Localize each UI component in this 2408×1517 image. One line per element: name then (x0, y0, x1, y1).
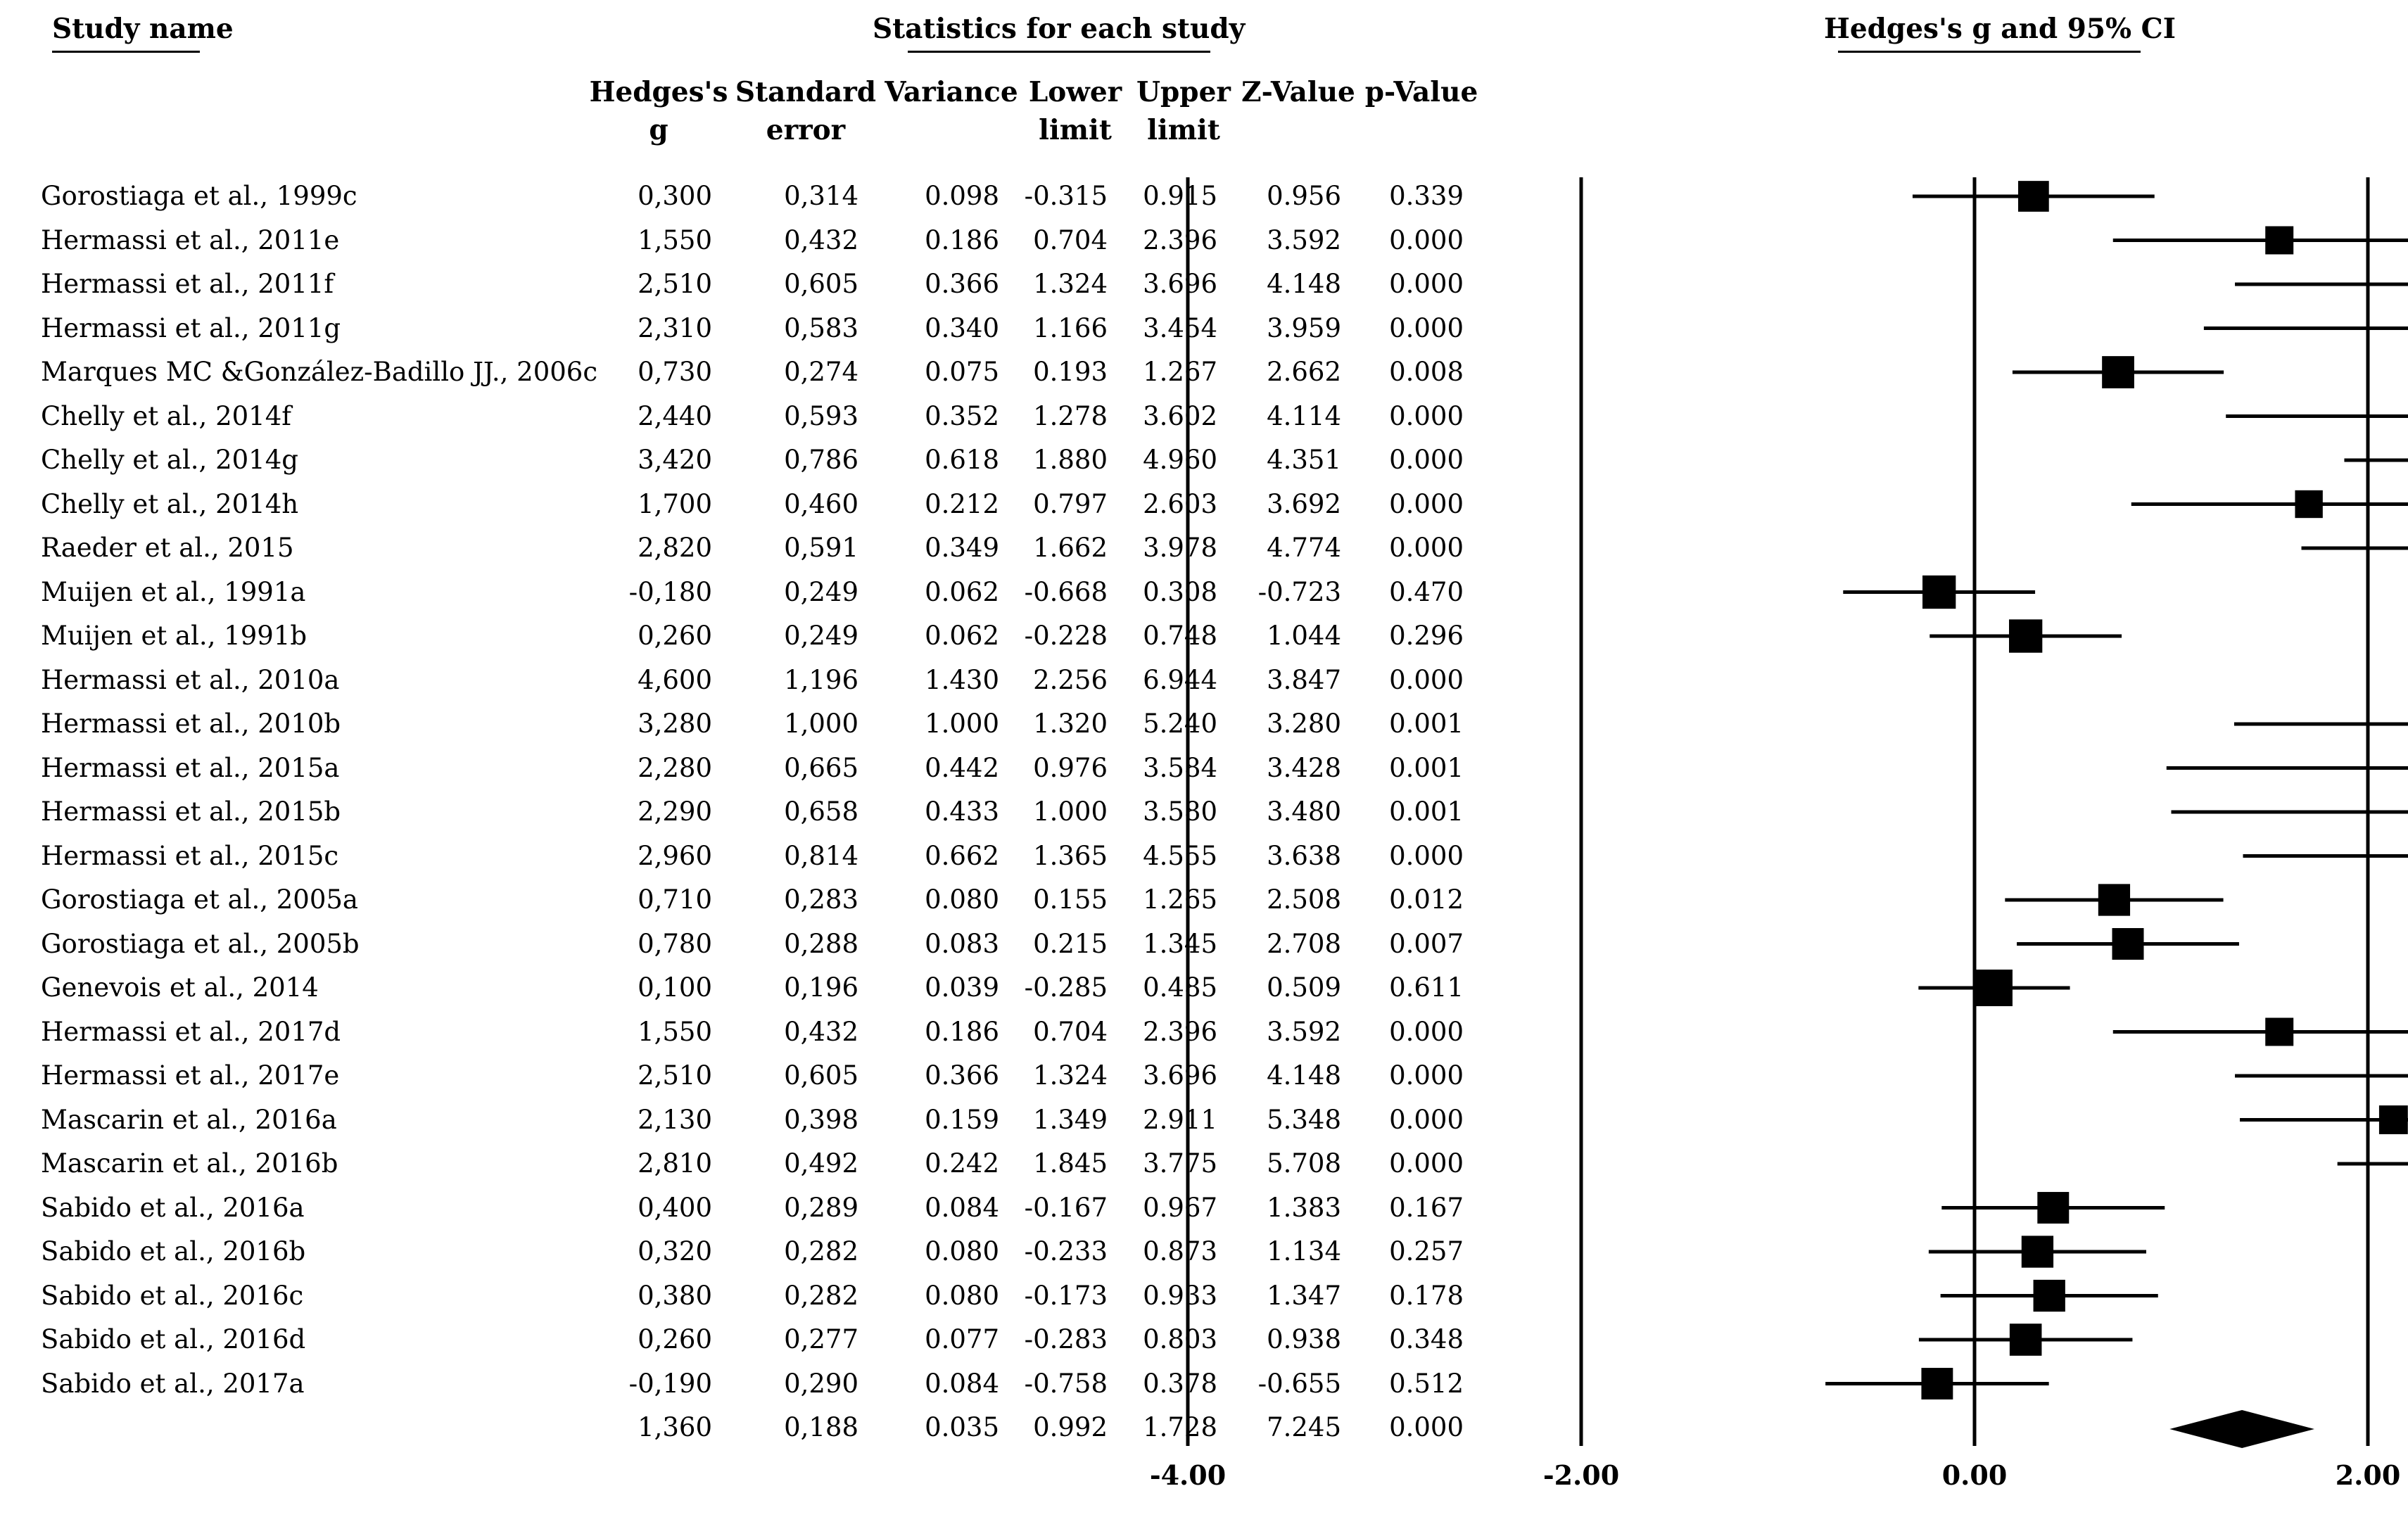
p-cell: 0.000 (1389, 400, 1464, 431)
z-cell: 4.148 (1267, 1060, 1341, 1091)
effect-marker (2102, 356, 2134, 388)
hi-cell: 0.967 (1143, 1192, 1217, 1223)
var-cell: 0.662 (925, 840, 999, 871)
z-cell: 4.774 (1267, 533, 1341, 563)
p-cell: 0.257 (1389, 1236, 1464, 1267)
effect-marker (2037, 1192, 2069, 1224)
lo-cell: 1.880 (1033, 445, 1108, 475)
var-cell: 0.349 (925, 533, 999, 563)
col-header-line2: error (766, 114, 846, 146)
p-cell: 0.000 (1389, 1148, 1464, 1179)
statistics-header: Statistics for each study (873, 13, 1246, 45)
se-cell: 0,274 (784, 357, 858, 387)
z-cell: 4.148 (1267, 269, 1341, 299)
lo-cell: -0.283 (1024, 1324, 1108, 1354)
g-cell: 0,710 (638, 884, 712, 915)
lo-cell: -0.233 (1024, 1236, 1108, 1267)
var-cell: 0.366 (925, 269, 999, 299)
se-cell: 0,398 (784, 1104, 858, 1135)
var-cell: 0.098 (925, 181, 999, 211)
hi-cell: 2.603 (1143, 488, 1217, 519)
z-cell: 2.508 (1267, 884, 1341, 915)
effect-marker (2265, 1018, 2293, 1046)
z-cell: -0.655 (1257, 1368, 1341, 1399)
lo-cell: 1.349 (1033, 1104, 1108, 1135)
z-cell: 5.708 (1267, 1148, 1341, 1179)
col-header-line2: limit (1039, 114, 1112, 146)
p-cell: 0.000 (1389, 488, 1464, 519)
hi-cell: 4.555 (1143, 840, 1217, 871)
hi-cell: 3.602 (1143, 400, 1217, 431)
hi-cell: 0.915 (1143, 181, 1217, 211)
se-cell: 0,492 (784, 1148, 858, 1179)
se-cell: 0,314 (784, 181, 858, 211)
z-cell: 3.692 (1267, 488, 1341, 519)
study-name-cell: Sabido et al., 2016c (41, 1280, 304, 1311)
study-name-cell: Chelly et al., 2014h (41, 488, 299, 519)
lo-cell: -0.285 (1024, 972, 1108, 1003)
plot-title: Hedges's g and 95% CI (1824, 13, 2176, 45)
lo-cell: 1.365 (1033, 840, 1108, 871)
se-cell: 0,591 (784, 533, 858, 563)
se-cell: 0,605 (784, 1060, 858, 1091)
var-cell: 0.186 (925, 1016, 999, 1047)
var-cell: 0.084 (925, 1192, 999, 1223)
hi-cell: 0.873 (1143, 1236, 1217, 1267)
lo-cell: 1.662 (1033, 533, 1108, 563)
p-cell: 0.000 (1389, 664, 1464, 695)
g-cell: 3,420 (638, 445, 712, 475)
col-header-line2: Variance (885, 76, 1018, 108)
z-cell: -0.723 (1257, 576, 1341, 607)
g-cell: -0,190 (628, 1368, 712, 1399)
var-cell: 0.083 (925, 928, 999, 959)
z-cell: 3.959 (1267, 312, 1341, 343)
se-cell: 0,290 (784, 1368, 858, 1399)
z-cell: 3.592 (1267, 224, 1341, 255)
var-cell: 0.366 (925, 1060, 999, 1091)
hi-cell: 0.378 (1143, 1368, 1217, 1399)
study-name-cell: Sabido et al., 2016a (41, 1192, 305, 1223)
hi-cell: 5.240 (1143, 709, 1217, 739)
hi-cell: 0.748 (1143, 621, 1217, 651)
study-name-cell: Hermassi et al., 2011f (41, 269, 334, 299)
lo-cell: 0.704 (1033, 1016, 1108, 1047)
hi-cell: 3.696 (1143, 269, 1217, 299)
g-cell: 2,130 (638, 1104, 712, 1135)
study-name-cell: Muijen et al., 1991a (41, 576, 306, 607)
hi-cell: 3.696 (1143, 1060, 1217, 1091)
p-cell: 0.012 (1389, 884, 1464, 915)
se-cell: 0,605 (784, 269, 858, 299)
g-cell: 2,810 (638, 1148, 712, 1179)
study-name-cell: Muijen et al., 1991b (41, 621, 308, 651)
g-cell: 0,730 (638, 357, 712, 387)
se-cell: 0,593 (784, 400, 858, 431)
lo-cell: 0.193 (1033, 357, 1108, 387)
x-tick-label: -4.00 (1149, 1459, 1227, 1491)
g-cell: -0,180 (628, 576, 712, 607)
lo-cell: 0.992 (1033, 1412, 1108, 1442)
study-name-cell: Chelly et al., 2014f (41, 400, 291, 431)
study-name-cell: Raeder et al., 2015 (41, 533, 294, 563)
var-cell: 0.075 (925, 357, 999, 387)
effect-marker (2265, 227, 2293, 255)
var-cell: 0.062 (925, 576, 999, 607)
se-cell: 0,249 (784, 576, 858, 607)
z-cell: 1.347 (1267, 1280, 1341, 1311)
effect-marker (2379, 1105, 2408, 1134)
p-cell: 0.007 (1389, 928, 1464, 959)
hi-cell: 3.584 (1143, 752, 1217, 783)
p-cell: 0.001 (1389, 709, 1464, 739)
g-cell: 0,400 (638, 1192, 712, 1223)
var-cell: 0.084 (925, 1368, 999, 1399)
var-cell: 0.186 (925, 224, 999, 255)
col-header-line1: Lower (1028, 76, 1122, 108)
lo-cell: -0.668 (1024, 576, 1108, 607)
lo-cell: 1.000 (1033, 796, 1108, 827)
hi-cell: 1.728 (1143, 1412, 1217, 1442)
hi-cell: 0.933 (1143, 1280, 1217, 1311)
col-header-line2: limit (1147, 114, 1220, 146)
var-cell: 0.433 (925, 796, 999, 827)
g-cell: 2,310 (638, 312, 712, 343)
z-cell: 1.044 (1267, 621, 1341, 651)
hi-cell: 2.396 (1143, 224, 1217, 255)
col-header-line2: p-Value (1364, 76, 1478, 108)
se-cell: 0,786 (784, 445, 858, 475)
se-cell: 0,188 (784, 1412, 858, 1442)
se-cell: 0,583 (784, 312, 858, 343)
effect-marker (2098, 884, 2130, 915)
lo-cell: -0.758 (1024, 1368, 1108, 1399)
lo-cell: 1.324 (1033, 269, 1108, 299)
var-cell: 0.352 (925, 400, 999, 431)
lo-cell: 0.215 (1033, 928, 1108, 959)
lo-cell: -0.228 (1024, 621, 1108, 651)
se-cell: 0,432 (784, 1016, 858, 1047)
var-cell: 0.039 (925, 972, 999, 1003)
var-cell: 1.430 (925, 664, 999, 695)
p-cell: 0.339 (1389, 181, 1464, 211)
lo-cell: 1.278 (1033, 400, 1108, 431)
hi-cell: 0.308 (1143, 576, 1217, 607)
var-cell: 0.212 (925, 488, 999, 519)
se-cell: 1,196 (784, 664, 858, 695)
col-header-line1: Hedges's (589, 76, 728, 108)
study-name-cell: Hermassi et al., 2011g (41, 312, 341, 343)
study-name-cell: Genevois et al., 2014 (41, 972, 319, 1003)
se-cell: 0,665 (784, 752, 858, 783)
var-cell: 0.442 (925, 752, 999, 783)
study-name-cell: Hermassi et al., 2017e (41, 1060, 340, 1091)
study-name-cell: Gorostiaga et al., 2005b (41, 928, 360, 959)
g-cell: 2,440 (638, 400, 712, 431)
g-cell: 1,700 (638, 488, 712, 519)
p-cell: 0.512 (1389, 1368, 1464, 1399)
x-tick-label: 0.00 (1941, 1459, 2008, 1491)
var-cell: 0.077 (925, 1324, 999, 1354)
hi-cell: 1.267 (1143, 357, 1217, 387)
study-name-cell: Hermassi et al., 2015c (41, 840, 339, 871)
var-cell: 0.159 (925, 1104, 999, 1135)
p-cell: 0.000 (1389, 1104, 1464, 1135)
var-cell: 0.618 (925, 445, 999, 475)
study-name-cell: Gorostiaga et al., 1999c (41, 181, 357, 211)
study-name-cell: Mascarin et al., 2016a (41, 1104, 337, 1135)
var-cell: 1.000 (925, 709, 999, 739)
hi-cell: 0.485 (1143, 972, 1217, 1003)
hi-cell: 1.345 (1143, 928, 1217, 959)
g-cell: 0,260 (638, 1324, 712, 1354)
hi-cell: 6.944 (1143, 664, 1217, 695)
p-cell: 0.001 (1389, 752, 1464, 783)
lo-cell: 1.324 (1033, 1060, 1108, 1091)
hi-cell: 2.911 (1143, 1104, 1217, 1135)
p-cell: 0.000 (1389, 1016, 1464, 1047)
z-cell: 3.638 (1267, 840, 1341, 871)
g-cell: 2,820 (638, 533, 712, 563)
study-name-cell: Sabido et al., 2016b (41, 1236, 306, 1267)
se-cell: 0,282 (784, 1236, 858, 1267)
study-name-cell: Hermassi et al., 2017d (41, 1016, 341, 1047)
col-header-line2: g (649, 114, 668, 146)
z-cell: 4.351 (1267, 445, 1341, 475)
se-cell: 0,288 (784, 928, 858, 959)
g-cell: 1,550 (638, 1016, 712, 1047)
effect-marker (1921, 1368, 1953, 1399)
g-cell: 0,260 (638, 621, 712, 651)
col-header-line1: Upper (1136, 76, 1231, 108)
g-cell: 0,300 (638, 181, 712, 211)
g-cell: 3,280 (638, 709, 712, 739)
p-cell: 0.000 (1389, 445, 1464, 475)
study-name-cell: Hermassi et al., 2011e (41, 224, 340, 255)
study-name-cell: Sabido et al., 2016d (41, 1324, 306, 1354)
se-cell: 0,432 (784, 224, 858, 255)
z-cell: 4.114 (1267, 400, 1341, 431)
var-cell: 0.080 (925, 1280, 999, 1311)
study-name-cell: Hermassi et al., 2010a (41, 664, 340, 695)
p-cell: 0.000 (1389, 224, 1464, 255)
effect-marker (2010, 1324, 2042, 1356)
effect-marker (1922, 576, 1956, 609)
effect-marker (1976, 970, 2013, 1006)
z-cell: 2.662 (1267, 357, 1341, 387)
g-cell: 2,960 (638, 840, 712, 871)
effect-marker (2034, 1280, 2065, 1312)
effect-marker (2295, 490, 2322, 518)
g-cell: 0,780 (638, 928, 712, 959)
p-cell: 0.008 (1389, 357, 1464, 387)
study-name-cell: Gorostiaga et al., 2005a (41, 884, 358, 915)
z-cell: 3.592 (1267, 1016, 1341, 1047)
var-cell: 0.080 (925, 884, 999, 915)
p-cell: 0.178 (1389, 1280, 1464, 1311)
lo-cell: 1.166 (1033, 312, 1108, 343)
hi-cell: 3.775 (1143, 1148, 1217, 1179)
se-cell: 0,282 (784, 1280, 858, 1311)
study-name-header: Study name (52, 13, 234, 45)
lo-cell: -0.167 (1024, 1192, 1108, 1223)
z-cell: 3.428 (1267, 752, 1341, 783)
study-name-cell: Hermassi et al., 2010b (41, 709, 341, 739)
g-cell: 0,380 (638, 1280, 712, 1311)
x-tick-label: 2.00 (2335, 1459, 2401, 1491)
lo-cell: 0.797 (1033, 488, 1108, 519)
col-header-line1: Standard (735, 76, 877, 108)
g-cell: 2,280 (638, 752, 712, 783)
g-cell: 1,360 (638, 1412, 712, 1442)
se-cell: 0,277 (784, 1324, 858, 1354)
hi-cell: 2.396 (1143, 1016, 1217, 1047)
se-cell: 1,000 (784, 709, 858, 739)
p-cell: 0.000 (1389, 533, 1464, 563)
study-name-cell: Marques MC &González-Badillo JJ., 2006c (41, 357, 598, 387)
var-cell: 0.242 (925, 1148, 999, 1179)
se-cell: 0,249 (784, 621, 858, 651)
p-cell: 0.167 (1389, 1192, 1464, 1223)
z-cell: 5.348 (1267, 1104, 1341, 1135)
x-tick-label: -2.00 (1542, 1459, 1620, 1491)
hi-cell: 0.803 (1143, 1324, 1217, 1354)
se-cell: 0,289 (784, 1192, 858, 1223)
hi-cell: 3.978 (1143, 533, 1217, 563)
p-cell: 0.000 (1389, 1412, 1464, 1442)
study-name-cell: Hermassi et al., 2015a (41, 752, 340, 783)
z-cell: 0.956 (1267, 181, 1341, 211)
p-cell: 0.348 (1389, 1324, 1464, 1354)
hi-cell: 3.580 (1143, 796, 1217, 827)
col-header-line2: Z-Value (1241, 76, 1355, 108)
p-cell: 0.296 (1389, 621, 1464, 651)
p-cell: 0.000 (1389, 840, 1464, 871)
var-cell: 0.062 (925, 621, 999, 651)
p-cell: 0.470 (1389, 576, 1464, 607)
lo-cell: 2.256 (1033, 664, 1108, 695)
var-cell: 0.035 (925, 1412, 999, 1442)
p-cell: 0.000 (1389, 269, 1464, 299)
p-cell: 0.611 (1389, 972, 1464, 1003)
z-cell: 0.509 (1267, 972, 1341, 1003)
hi-cell: 4.960 (1143, 445, 1217, 475)
se-cell: 0,658 (784, 796, 858, 827)
z-cell: 3.480 (1267, 796, 1341, 827)
z-cell: 3.280 (1267, 709, 1341, 739)
lo-cell: 1.845 (1033, 1148, 1108, 1179)
z-cell: 2.708 (1267, 928, 1341, 959)
g-cell: 2,290 (638, 796, 712, 827)
study-name-cell: Mascarin et al., 2016b (41, 1148, 338, 1179)
study-name-cell: Hermassi et al., 2015b (41, 796, 341, 827)
g-cell: 2,510 (638, 269, 712, 299)
g-cell: 0,320 (638, 1236, 712, 1267)
se-cell: 0,196 (784, 972, 858, 1003)
lo-cell: 0.704 (1033, 224, 1108, 255)
lo-cell: 1.320 (1033, 709, 1108, 739)
var-cell: 0.340 (925, 312, 999, 343)
z-cell: 1.383 (1267, 1192, 1341, 1223)
effect-marker (2022, 1236, 2053, 1267)
p-cell: 0.000 (1389, 1060, 1464, 1091)
g-cell: 0,100 (638, 972, 712, 1003)
effect-marker (2018, 181, 2049, 212)
se-cell: 0,814 (784, 840, 858, 871)
g-cell: 4,600 (638, 664, 712, 695)
g-cell: 2,510 (638, 1060, 712, 1091)
se-cell: 0,460 (784, 488, 858, 519)
lo-cell: 0.155 (1033, 884, 1108, 915)
hi-cell: 1.265 (1143, 884, 1217, 915)
z-cell: 1.134 (1267, 1236, 1341, 1267)
lo-cell: 0.976 (1033, 752, 1108, 783)
lo-cell: -0.315 (1024, 181, 1108, 211)
lo-cell: -0.173 (1024, 1280, 1108, 1311)
effect-marker (2009, 619, 2042, 652)
effect-marker (2112, 928, 2144, 960)
z-cell: 0.938 (1267, 1324, 1341, 1354)
study-name-cell: Sabido et al., 2017a (41, 1368, 305, 1399)
p-cell: 0.001 (1389, 796, 1464, 827)
se-cell: 0,283 (784, 884, 858, 915)
study-name-cell: Chelly et al., 2014g (41, 445, 298, 475)
hi-cell: 3.454 (1143, 312, 1217, 343)
z-cell: 7.245 (1267, 1412, 1341, 1442)
z-cell: 3.847 (1267, 664, 1341, 695)
p-cell: 0.000 (1389, 312, 1464, 343)
summary-diamond (2169, 1410, 2314, 1448)
var-cell: 0.080 (925, 1236, 999, 1267)
g-cell: 1,550 (638, 224, 712, 255)
